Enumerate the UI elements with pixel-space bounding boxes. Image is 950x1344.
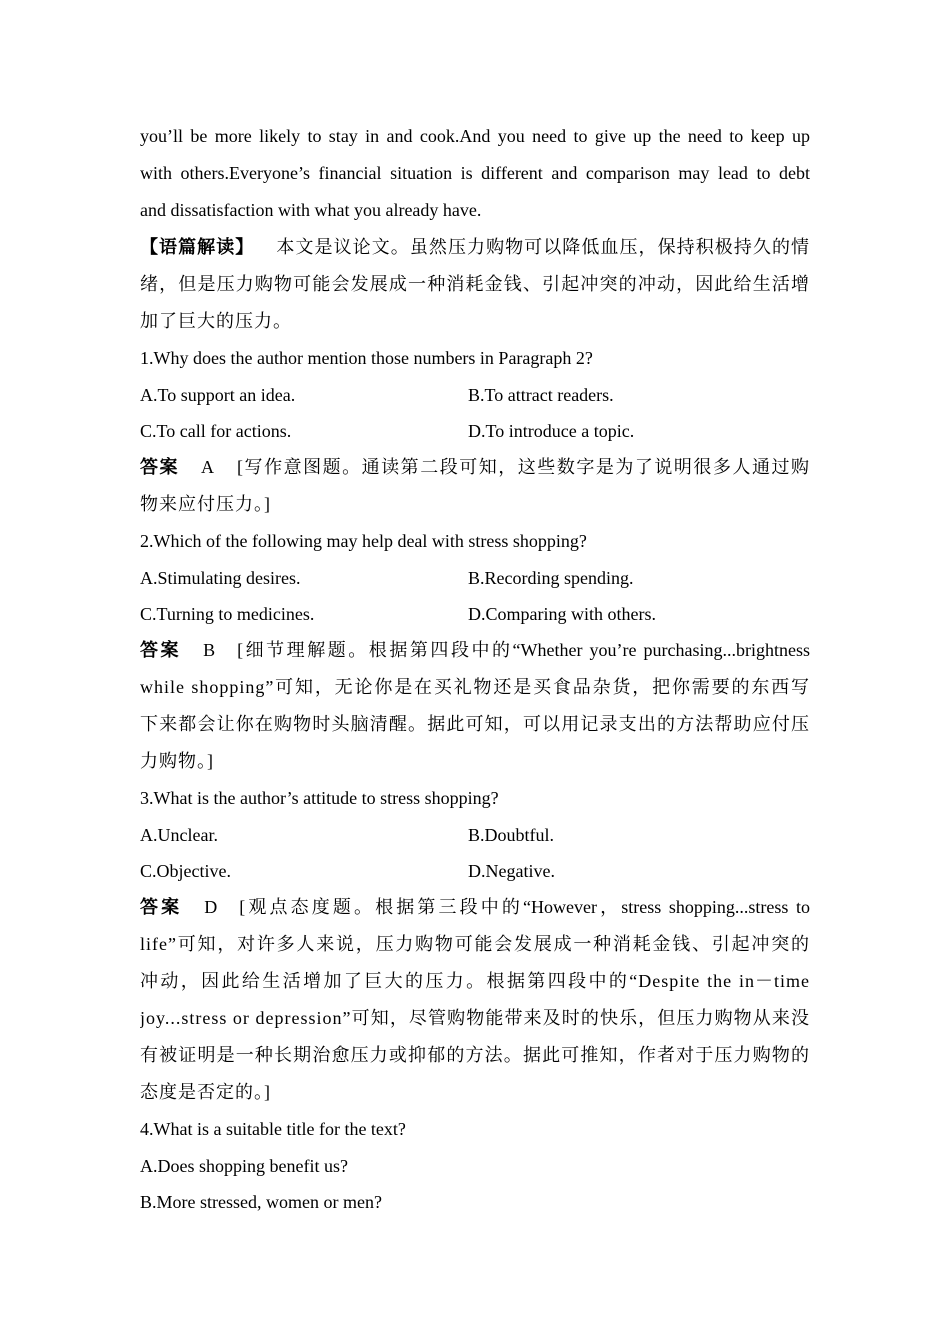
answer-explanation: 冲动，因此给生活增加了巨大的压力。根据第四段中的“Despite the in－time	[140, 971, 810, 991]
option-row	[140, 560, 810, 596]
answer-line	[140, 632, 810, 669]
answer-explanation: 力购物。]	[140, 751, 214, 771]
option-row	[140, 377, 810, 413]
answer-explanation: [写作意图题。通读第二段可知，这些数字是为了说明很多人通过购	[237, 457, 810, 477]
option: D.Comparing with others.	[468, 604, 656, 624]
answer-line	[140, 449, 810, 486]
option: C.Turning to medicines.	[140, 604, 315, 624]
option: B.Recording spending.	[468, 568, 634, 588]
answer-letter: D	[204, 897, 218, 917]
answer-explanation: joy...stress or depression”可知，尽管购物能带来及时的快乐，但压力购物从来没	[140, 1008, 810, 1028]
question-stem: 2.Which of the following may help deal with stress shopping?	[140, 531, 587, 551]
answer-letter: B	[203, 640, 216, 660]
answer-label: 答案	[140, 457, 180, 477]
option: A.To support an idea.	[140, 385, 296, 405]
question-stem: 1.Why does the author mention those numbers in Paragraph 2?	[140, 348, 593, 368]
option: A.Unclear.	[140, 825, 218, 845]
answer-line	[140, 889, 810, 926]
answer-explanation: 物来应付压力。]	[140, 494, 271, 514]
option-row	[140, 596, 810, 632]
option: B.More stressed, women or men?	[140, 1192, 382, 1212]
answer-explanation: [细节理解题。根据第四段中的“Whether you’re purchasing...brightness	[237, 640, 810, 660]
answer-explanation: 态度是否定的。]	[140, 1082, 271, 1102]
option-row	[140, 413, 810, 449]
answer-explanation: 下来都会让你在购物时头脑清醒。据此可知，可以用记录支出的方法帮助应付压	[140, 714, 810, 734]
option: A.Stimulating desires.	[140, 568, 301, 588]
analysis-line: 绪，但是压力购物可能会发展成一种消耗金钱、引起冲突的冲动，因此给生活增	[140, 274, 810, 294]
analysis-text: 本文是议论文。虽然压力购物可以降低血压，保持积极持久的情	[276, 237, 810, 257]
option: B.To attract readers.	[468, 385, 614, 405]
option: B.Doubtful.	[468, 825, 555, 845]
answer-letter: A	[201, 457, 216, 477]
option: D.To introduce a topic.	[468, 421, 635, 441]
question-stem: 4.What is a suitable title for the text?	[140, 1119, 406, 1139]
question-stem: 3.What is the author’s attitude to stress shopping?	[140, 788, 499, 808]
option: D.Negative.	[468, 861, 555, 881]
answer-label: 答案	[140, 897, 183, 917]
answer-explanation: 有被证明是一种长期治愈压力或抑郁的方法。据此可推知，作者对于压力购物的	[140, 1045, 810, 1065]
option-row	[140, 817, 810, 853]
answer-label: 答案	[140, 640, 182, 660]
passage-line: you’ll be more likely to stay in and cook.And you need to give up the need to keep up	[140, 126, 810, 146]
analysis-line	[140, 229, 810, 266]
option: C.To call for actions.	[140, 421, 292, 441]
answer-explanation: while shopping”可知，无论你是在买礼物还是买食品杂货，把你需要的东西写	[140, 677, 810, 697]
document-page	[140, 118, 810, 1220]
analysis-label: 【语篇解读】	[140, 237, 255, 257]
passage-line: and dissatisfaction with what you already have.	[140, 200, 482, 220]
option-row	[140, 853, 810, 889]
option: C.Objective.	[140, 861, 231, 881]
answer-explanation: life”可知，对许多人来说，压力购物可能会发展成一种消耗金钱、引起冲突的	[140, 934, 810, 954]
option: A.Does shopping benefit us?	[140, 1156, 348, 1176]
answer-explanation: [观点态度题。根据第三段中的“However，stress shopping...stress to	[239, 897, 810, 917]
passage-line: with others.Everyone’s financial situation is different and comparison may lead to debt	[140, 163, 810, 183]
analysis-line: 加了巨大的压力。	[140, 311, 292, 331]
